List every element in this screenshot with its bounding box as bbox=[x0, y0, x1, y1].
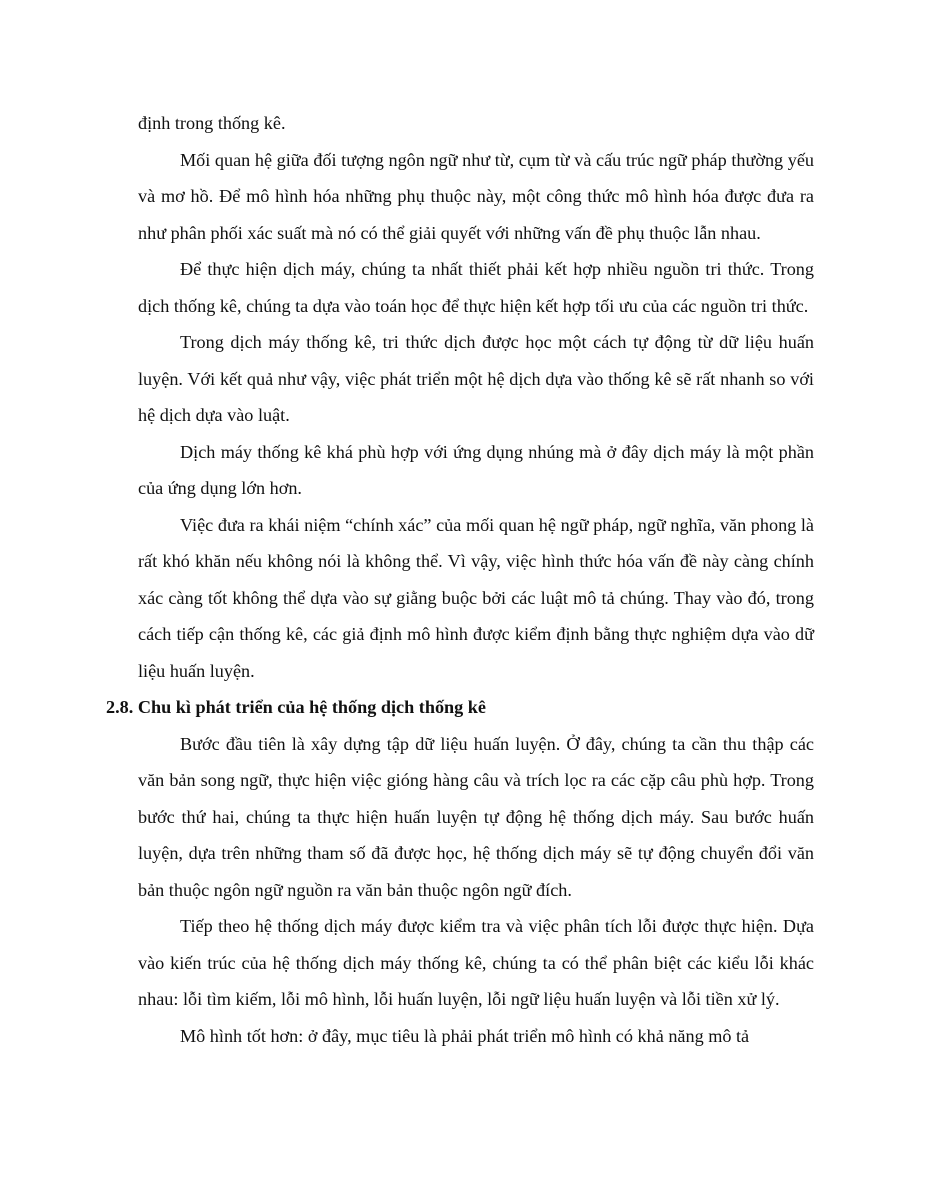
paragraph-better-model: Mô hình tốt hơn: ở đây, mục tiêu là phải phát triển mô hình có khả năng mô tả bbox=[180, 1025, 750, 1046]
document-body bbox=[106, 105, 814, 1054]
paragraph-embedded-applications: Dịch máy thống kê khá phù hợp với ứng dụng nhúng mà ở đây dịch máy là một phần của ứng dụng lớn hơn. bbox=[138, 441, 814, 498]
paragraph-automatic-learning: Trong dịch máy thống kê, tri thức dịch được học một cách tự động từ dữ liệu huấn luyện. Với kết quả như vậy, việc phát triển một hệ dịch dựa vào thống kê sẽ rất nhanh so với hệ dịch dựa vào luật. bbox=[138, 332, 814, 425]
paragraph-continuation: định trong thống kê. bbox=[138, 113, 286, 133]
paragraph-language-relations: Mối quan hệ giữa đối tượng ngôn ngữ như từ, cụm từ và cấu trúc ngữ pháp thường yếu và mơ hồ. Để mô hình hóa những phụ thuộc này, một công thức mô hình hóa được đưa ra như phân phối xác suất mà nó có thể giải quyết với những vấn đề phụ thuộc lẫn nhau. bbox=[138, 149, 814, 243]
section-heading: 2.8. Chu kì phát triển của hệ thống dịch thống kê bbox=[106, 697, 486, 717]
paragraph-training-data: Bước đầu tiên là xây dựng tập dữ liệu huấn luyện. Ở đây, chúng ta cần thu thập các văn bản song ngữ, thực hiện việc gióng hàng câu và trích lọc ra các cặp câu phù hợp. Trong bước thứ hai, chúng ta thực hiện huấn luyện tự động hệ thống dịch máy. Sau bước huấn luyện, dựa trên những tham số đã được học, hệ thống dịch máy sẽ tự động chuyển đổi văn bản thuộc ngôn ngữ nguồn ra văn bản thuộc ngôn ngữ đích. bbox=[138, 733, 814, 900]
paragraph-formalization: Việc đưa ra khái niệm “chính xác” của mối quan hệ ngữ pháp, ngữ nghĩa, văn phong là rất khó khăn nếu không nói là không thể. Vì vậy, việc hình thức hóa vấn đề này càng chính xác càng tốt không thể dựa vào sự giằng buộc bởi các luật mô tả chúng. Thay vào đó, trong cách tiếp cận thống kê, các giả định mô hình được kiểm định bằng thực nghiệm dựa vào dữ liệu huấn luyện. bbox=[138, 514, 814, 681]
paragraph-knowledge-sources: Để thực hiện dịch máy, chúng ta nhất thiết phải kết hợp nhiều nguồn tri thức. Trong dịch thống kê, chúng ta dựa vào toán học để thực hiện kết hợp tối ưu của các nguồn tri thức. bbox=[138, 259, 814, 316]
paragraph-error-analysis: Tiếp theo hệ thống dịch máy được kiểm tra và việc phân tích lỗi được thực hiện. Dựa vào kiến trúc của hệ thống dịch máy thống kê, chúng ta có thể phân biệt các kiểu lỗi khác nhau: lỗi tìm kiếm, lỗi mô hình, lỗi huấn luyện, lỗi ngữ liệu huấn luyện và lỗi tiền xử lý. bbox=[138, 916, 814, 1009]
